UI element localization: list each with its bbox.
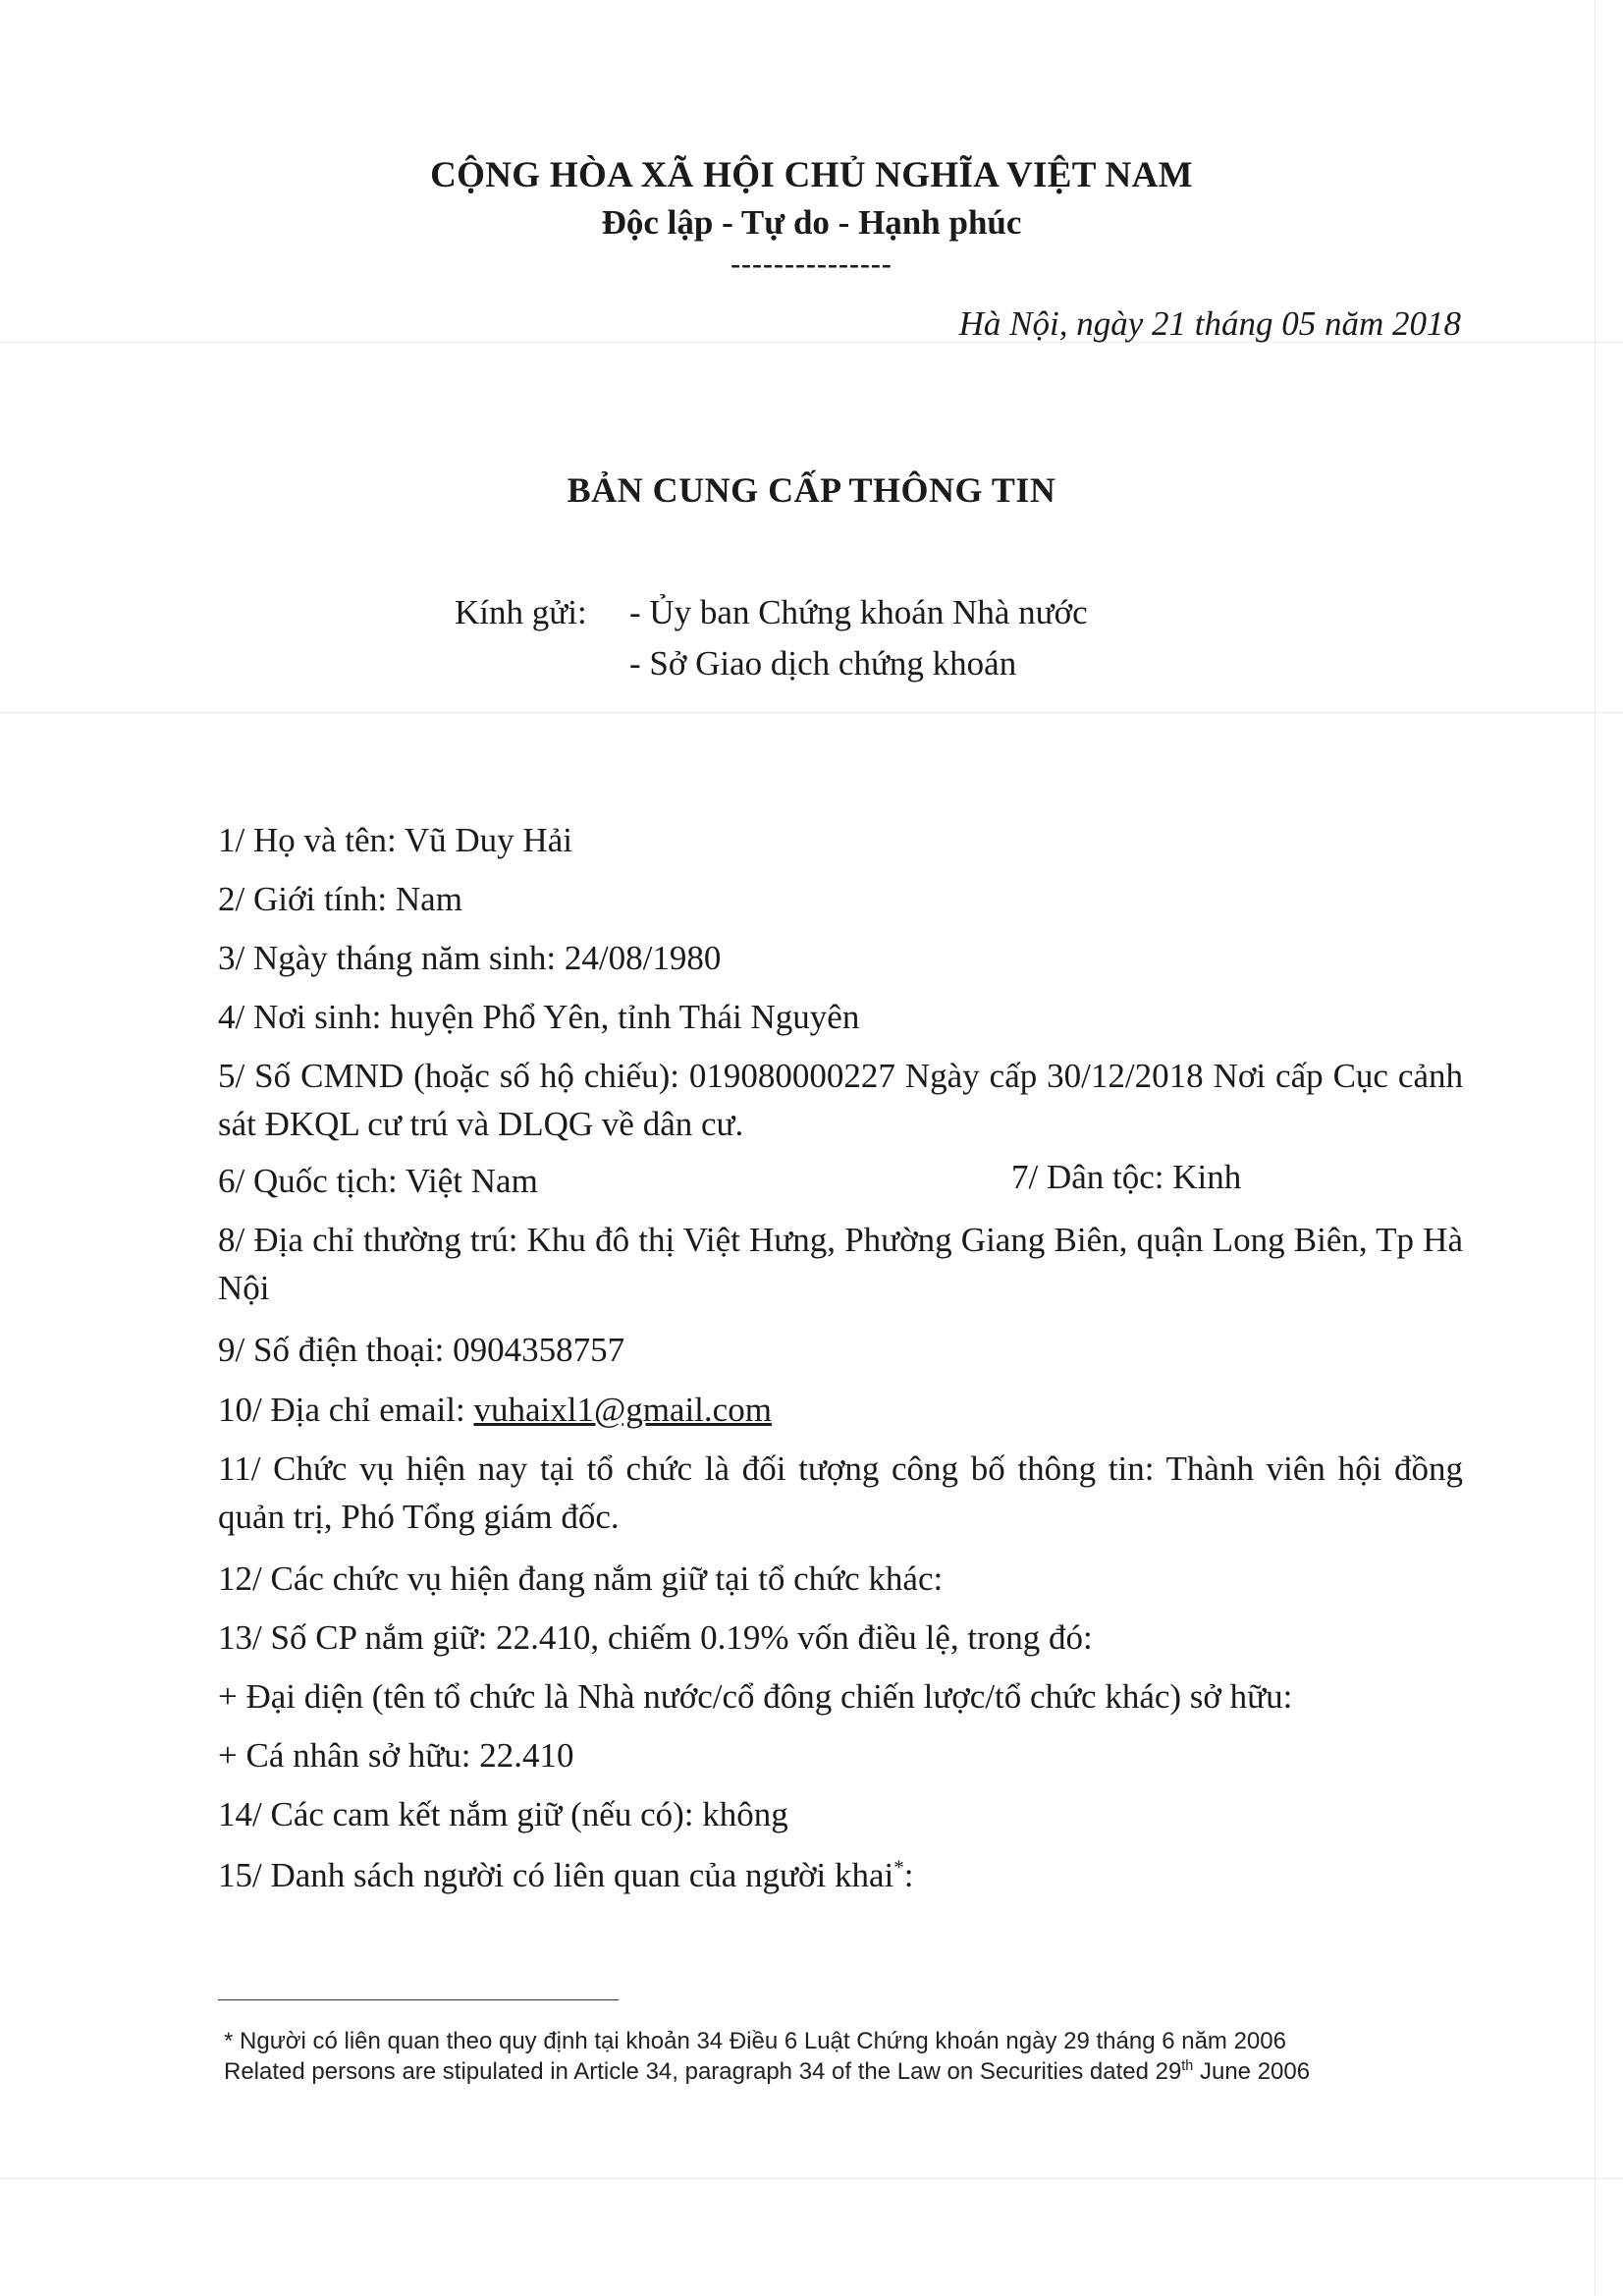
footnote-english bbox=[224, 2056, 1461, 2087]
field-nationality: 6/ Quốc tịch: Việt Nam bbox=[218, 1162, 538, 1200]
field-birth-date: 3/ Ngày tháng năm sinh: 24/08/1980 bbox=[218, 939, 722, 977]
document-title: BẢN CUNG CẤP THÔNG TIN bbox=[567, 470, 1056, 510]
field-commitments: 14/ Các cam kết nắm giữ (nếu có): không bbox=[218, 1795, 788, 1833]
footnote-vietnamese: * Người có liên quan theo quy định tại khoản 34 Điều 6 Luật Chứng khoán ngày 29 tháng 6 năm 2006 bbox=[224, 2028, 1286, 2054]
footnote-english-text: Related persons are stipulated in Article 34, paragraph 34 of the Law on Securities dated 29 bbox=[224, 2058, 1182, 2085]
email-label: 10/ Địa chỉ email: bbox=[218, 1391, 474, 1429]
field-gender: 2/ Giới tính: Nam bbox=[218, 880, 462, 918]
header-separator: --------------- bbox=[730, 247, 893, 280]
field-current-position: 11/ Chức vụ hiện nay tại tổ chức là đối tượng công bố thông tin: Thành viên hội đồng quản trị, Phó Tổng giám đốc. bbox=[218, 1449, 1463, 1536]
field-other-positions: 12/ Các chức vụ hiện đang nắm giữ tại tổ chức khác: bbox=[218, 1559, 944, 1598]
footnote-divider bbox=[218, 1999, 619, 2000]
footnote-marker: * bbox=[893, 1855, 904, 1880]
field-birth-place: 4/ Nơi sinh: huyện Phổ Yên, tỉnh Thái Nguyên bbox=[218, 998, 860, 1036]
scan-edge-right bbox=[1595, 0, 1596, 2296]
footnote-english-sup: th bbox=[1181, 2058, 1194, 2074]
related-persons-colon: : bbox=[903, 1856, 914, 1894]
scan-line-bottom bbox=[0, 2178, 1623, 2179]
field-shares-represented: + Đại diện (tên tổ chức là Nhà nước/cổ đông chiến lược/tổ chức khác) sở hữu: bbox=[218, 1677, 1293, 1716]
date-line: Hà Nội, ngày 21 tháng 05 năm 2018 bbox=[958, 304, 1461, 343]
footnote bbox=[224, 2026, 1461, 2087]
recipients-block bbox=[455, 587, 1088, 689]
field-shares-held: 13/ Số CP nắm giữ: 22.410, chiếm 0.19% vốn điều lệ, trong đó: bbox=[218, 1618, 1093, 1657]
field-address: 8/ Địa chỉ thường trú: Khu đô thị Việt Hưng, Phường Giang Biên, quận Long Biên, Tp Hà Nội bbox=[218, 1221, 1463, 1307]
field-ethnicity: 7/ Dân tộc: Kinh bbox=[1011, 1158, 1242, 1196]
recipient-item: - Ủy ban Chứng khoán Nhà nước bbox=[629, 593, 1088, 631]
field-id-card: 5/ Số CMND (hoặc số hộ chiếu): 019080000227 Ngày cấp 30/12/2018 Nơi cấp Cục cảnh sát ĐKQL cư trú và DLQG về dân cư. bbox=[218, 1057, 1463, 1143]
nation-heading: CỘNG HÒA XÃ HỘI CHỦ NGHĨA VIỆT NAM bbox=[430, 155, 1193, 195]
email-link[interactable]: vuhaixl1@gmail.com bbox=[473, 1391, 772, 1429]
field-email bbox=[218, 1386, 1463, 1434]
motto: Độc lập - Tự do - Hạnh phúc bbox=[601, 203, 1022, 242]
related-persons-label: 15/ Danh sách người có liên quan của người khai bbox=[218, 1856, 894, 1894]
footnote-english-tail: June 2006 bbox=[1193, 2058, 1311, 2085]
field-related-persons bbox=[218, 1851, 1463, 1899]
field-full-name: 1/ Họ và tên: Vũ Duy Hải bbox=[218, 821, 572, 859]
recipient-row bbox=[455, 587, 1088, 638]
field-shares-personal: + Cá nhân sở hữu: 22.410 bbox=[218, 1736, 574, 1775]
recipient-item: - Sở Giao dịch chứng khoán bbox=[629, 644, 1017, 683]
field-phone: 9/ Số điện thoại: 0904358757 bbox=[218, 1331, 625, 1369]
scan-line-middle bbox=[0, 712, 1623, 713]
recipients-label: Kính gửi: bbox=[455, 593, 587, 631]
